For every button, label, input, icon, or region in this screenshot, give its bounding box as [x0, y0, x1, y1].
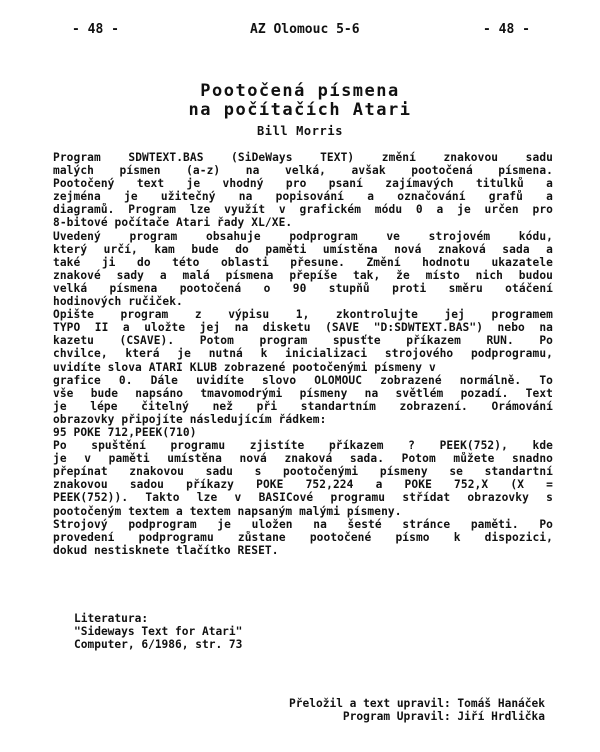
body-line: hodinových ručiček. — [53, 295, 183, 309]
body-line: je lépe čitelný než při standartním zobrazení. Orámování — [53, 399, 553, 413]
body-line: Program SDWTEXT.BAS (SiDeWays TEXT) změní znakovou sadu — [53, 151, 553, 164]
article-title — [0, 82, 600, 120]
body-line: znakové sady a malá písmena přepíše tak, že místo nich budou — [53, 268, 553, 282]
body-line: malých písmen (a-z) na velká, avšak pootočená písmena. — [53, 164, 553, 178]
body-line: 8-bitové počítače Atari řady XL/XE. — [53, 216, 293, 230]
body-line: přepínat znakovou sadu s pootočenými písmeny se standartní — [53, 465, 553, 479]
literature-ref-title: "Sideways Text for Atari" — [74, 625, 243, 639]
page-header — [0, 22, 600, 40]
body-line: pootočeným textem a textem napsaným malými písmeny. — [53, 504, 402, 518]
credits — [200, 697, 545, 723]
body-line: který určí, kam bude do paměti umístěna nová znaková sada a — [53, 242, 553, 256]
body-line: dokud nestisknete tlačítko RESET. — [53, 543, 279, 557]
body-line: Pootočený text je vhodný pro psaní zajímavých titulků a — [53, 177, 553, 191]
body-line: diagramů. Program lze využít v grafickém módu 0 a je určen pro — [53, 203, 553, 217]
body-line: kazetu (CSAVE). Potom program spusťte příkazem RUN. Po — [53, 334, 553, 348]
credit-translator: Přeložil a text upravil: Tomáš Hanáček — [289, 697, 545, 710]
running-title: AZ Olomouc 5-6 — [250, 22, 360, 37]
body-line: TYPO II a uložte jej na disketu (SAVE "D:SDWTEXT.BAS") nebo na — [53, 321, 553, 335]
body-line: je v paměti umístěna nová znaková sada. Potom můžete snadno — [53, 452, 553, 466]
body-line: také ji do této oblasti přesune. Změní hodnotu ukazatele — [53, 255, 553, 269]
article-body — [53, 151, 553, 557]
literature-section — [74, 612, 242, 651]
article-author: Bill Morris — [256, 124, 344, 138]
title-line-2: na počítačích Atari — [188, 100, 412, 120]
body-line: provedení podprogramu zůstane pootočené písmo k dispozici, — [53, 530, 553, 544]
body-line: grafice 0. Dále uvidíte slovo OLOMOUC zobrazené normálně. To — [53, 373, 553, 387]
body-line: Opište program z výpisu 1, zkontrolujte jej programem — [53, 308, 553, 322]
literature-ref-source: Computer, 6/1986, str. 73 — [74, 638, 243, 652]
body-line: Uvedený program obsahuje podprogram ve strojovém kódu, — [53, 229, 553, 243]
literature-heading: Literatura: — [74, 612, 149, 625]
body-line: vše bude napsáno tmavomodrými písmeny na světlém pozadí. Text — [53, 386, 553, 400]
body-line: zejména je užitečný na popisování a označování grafů a — [53, 190, 553, 204]
body-line: chvilce, která je nutná k inicializaci strojového podprogramu, — [53, 347, 553, 361]
body-line: Strojový podprogram je uložen na šesté stránce paměti. Po — [53, 517, 553, 531]
body-line: 95 POKE 712,PEEK(710) — [53, 425, 197, 439]
page-number-right: - 48 - — [483, 22, 530, 37]
body-line: PEEK(752)). Takto lze v BASICové programu střídat obrazovky s — [53, 491, 553, 505]
body-line: znakovou sadou příkazy POKE 752,224 a POKE 752,X (X = — [53, 478, 553, 492]
body-line: Po spuštění programu zjistíte příkazem ? PEEK(752), kde — [53, 439, 553, 453]
title-line-1: Pootočená písmena — [200, 81, 400, 101]
body-line: velká písmena pootočená o 90 stupňů proti směru otáčení — [53, 281, 553, 295]
credit-program: Program Upravil: Jiří Hrdlička — [342, 710, 545, 724]
body-line: obrazovky připojíte následujícím řádkem: — [53, 412, 327, 426]
body-line: uvidíte slova ATARI KLUB zobrazené pootočenými písmeny v — [53, 360, 436, 374]
page-number-left: - 48 - — [72, 22, 119, 37]
